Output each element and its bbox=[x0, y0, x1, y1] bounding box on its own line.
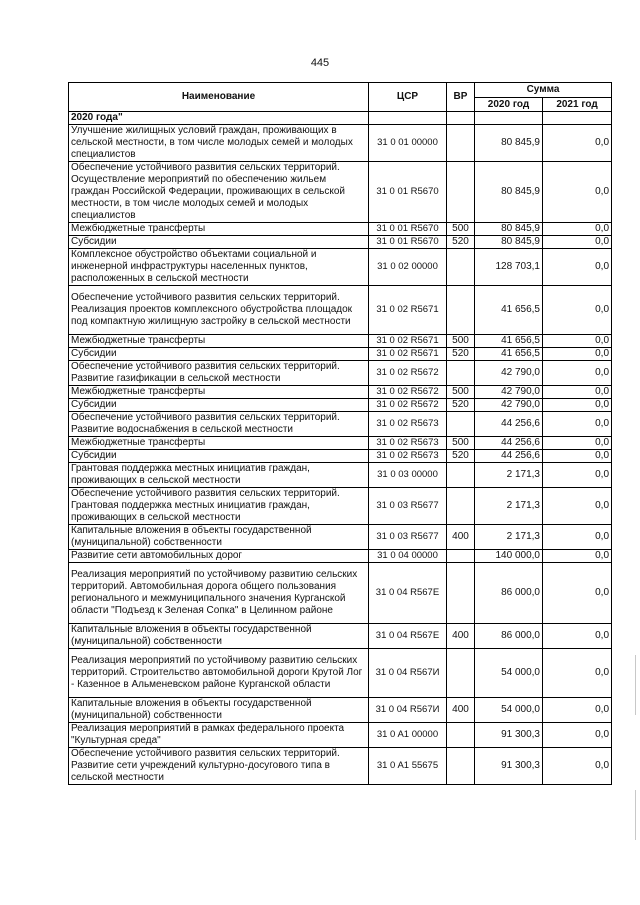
cell-name: Обеспечение устойчивого развития сельских территорий. Развитие водоснабжения в сельской местности bbox=[69, 412, 369, 437]
table-body bbox=[69, 112, 612, 785]
cell-2021: 0,0 bbox=[543, 361, 612, 386]
cell-2020: 42 790,0 bbox=[475, 386, 543, 399]
cell-csr: 31 0 02 R5671 bbox=[369, 335, 447, 348]
cell-vr bbox=[447, 112, 475, 125]
cell-name: 2020 года" bbox=[69, 112, 369, 125]
cell-2021: 0,0 bbox=[543, 624, 612, 649]
cell-vr: 520 bbox=[447, 450, 475, 463]
cell-2020: 42 790,0 bbox=[475, 361, 543, 386]
cell-vr: 400 bbox=[447, 624, 475, 649]
table-row bbox=[69, 450, 612, 463]
cell-2020: 80 845,9 bbox=[475, 162, 543, 223]
cell-vr bbox=[447, 125, 475, 162]
cell-2020: 41 656,5 bbox=[475, 286, 543, 335]
cell-2020: 2 171,3 bbox=[475, 488, 543, 525]
cell-2020: 91 300,3 bbox=[475, 748, 543, 785]
cell-2020: 2 171,3 bbox=[475, 525, 543, 550]
cell-name: Реализация мероприятий в рамках федерального проекта "Культурная среда" bbox=[69, 723, 369, 748]
cell-csr: 31 0 02 R5671 bbox=[369, 286, 447, 335]
cell-2021: 0,0 bbox=[543, 649, 612, 698]
header-year-2021: 2021 год bbox=[543, 98, 612, 112]
cell-csr: 31 0 01 00000 bbox=[369, 125, 447, 162]
cell-name: Развитие сети автомобильных дорог bbox=[69, 550, 369, 563]
table-row bbox=[69, 399, 612, 412]
cell-2021: 0,0 bbox=[543, 698, 612, 723]
cell-2021 bbox=[543, 112, 612, 125]
cell-csr: 31 0 03 R5677 bbox=[369, 525, 447, 550]
cell-2020: 128 703,1 bbox=[475, 249, 543, 286]
cell-vr: 400 bbox=[447, 525, 475, 550]
cell-name: Грантовая поддержка местных инициатив граждан, проживающих в сельской местности bbox=[69, 463, 369, 488]
cell-2020: 91 300,3 bbox=[475, 723, 543, 748]
cell-vr bbox=[447, 649, 475, 698]
cell-2020: 41 656,5 bbox=[475, 335, 543, 348]
cell-csr: 31 0 03 00000 bbox=[369, 463, 447, 488]
cell-name: Субсидии bbox=[69, 236, 369, 249]
cell-vr bbox=[447, 723, 475, 748]
cell-2020: 44 256,6 bbox=[475, 450, 543, 463]
table-row bbox=[69, 412, 612, 437]
cell-2021: 0,0 bbox=[543, 249, 612, 286]
cell-name: Межбюджетные трансферты bbox=[69, 335, 369, 348]
cell-2021: 0,0 bbox=[543, 550, 612, 563]
cell-name: Субсидии bbox=[69, 399, 369, 412]
cell-csr: 31 0 02 00000 bbox=[369, 249, 447, 286]
table-row bbox=[69, 386, 612, 399]
table-row bbox=[69, 649, 612, 698]
cell-name: Обеспечение устойчивого развития сельских территорий. Развитие сети учреждений культурно-досугового типа в сельской местности bbox=[69, 748, 369, 785]
cell-name: Капитальные вложения в объекты государственной (муниципальной) собственности bbox=[69, 624, 369, 649]
cell-vr: 520 bbox=[447, 399, 475, 412]
cell-2021: 0,0 bbox=[543, 386, 612, 399]
cell-2021: 0,0 bbox=[543, 748, 612, 785]
table-row bbox=[69, 550, 612, 563]
cell-vr bbox=[447, 286, 475, 335]
header-year-2020: 2020 год bbox=[475, 98, 543, 112]
cell-2020: 54 000,0 bbox=[475, 649, 543, 698]
cell-name: Межбюджетные трансферты bbox=[69, 223, 369, 236]
cell-vr: 500 bbox=[447, 335, 475, 348]
cell-2021: 0,0 bbox=[543, 125, 612, 162]
cell-vr bbox=[447, 463, 475, 488]
cell-vr bbox=[447, 563, 475, 624]
cell-name: Субсидии bbox=[69, 450, 369, 463]
cell-name: Обеспечение устойчивого развития сельских территорий. Грантовая поддержка местных инициатив граждан, проживающих в сельской местности bbox=[69, 488, 369, 525]
header-row bbox=[69, 83, 612, 98]
cell-vr bbox=[447, 550, 475, 563]
cell-2021: 0,0 bbox=[543, 450, 612, 463]
table-row bbox=[69, 125, 612, 162]
table-row bbox=[69, 335, 612, 348]
table-row bbox=[69, 698, 612, 723]
cell-vr bbox=[447, 488, 475, 525]
header-vr: ВР bbox=[447, 83, 475, 112]
table-row bbox=[69, 437, 612, 450]
cell-name: Реализация мероприятий по устойчивому развитию сельских территорий. Строительство автомобильной дороги Крутой Лог - Казенное в Альменевском районе Курганской области bbox=[69, 649, 369, 698]
cell-csr: 31 0 02 R5672 bbox=[369, 399, 447, 412]
header-csr: ЦСР bbox=[369, 83, 447, 112]
cell-2021: 0,0 bbox=[543, 488, 612, 525]
cell-name: Межбюджетные трансферты bbox=[69, 437, 369, 450]
header-sum: Сумма bbox=[475, 83, 612, 98]
cell-name: Обеспечение устойчивого развития сельских территорий. Развитие газификации в сельской местности bbox=[69, 361, 369, 386]
cell-vr bbox=[447, 162, 475, 223]
cell-csr: 31 0 03 R5677 bbox=[369, 488, 447, 525]
cell-2021: 0,0 bbox=[543, 348, 612, 361]
cell-vr: 500 bbox=[447, 386, 475, 399]
cell-vr: 400 bbox=[447, 698, 475, 723]
cell-csr: 31 0 02 R5672 bbox=[369, 386, 447, 399]
table-row bbox=[69, 723, 612, 748]
cell-2020: 80 845,9 bbox=[475, 223, 543, 236]
page-number: 445 bbox=[310, 57, 330, 69]
cell-2020: 42 790,0 bbox=[475, 399, 543, 412]
table-row bbox=[69, 236, 612, 249]
cell-2021: 0,0 bbox=[543, 563, 612, 624]
table-row bbox=[69, 361, 612, 386]
cell-2021: 0,0 bbox=[543, 223, 612, 236]
cell-csr: 31 0 A1 55675 bbox=[369, 748, 447, 785]
cell-csr: 31 0 04 R567Е bbox=[369, 563, 447, 624]
cell-name: Реализация мероприятий по устойчивому развитию сельских территорий. Автомобильная дорога общего пользования регионального и межмуниципального значения Курганской области "Подъезд к Зеленая Сопка" в Целинном районе bbox=[69, 563, 369, 624]
cell-2020: 2 171,3 bbox=[475, 463, 543, 488]
cell-name: Обеспечение устойчивого развития сельских территорий. Реализация проектов комплексного обустройства площадок под компактную жилищную застройку в сельской местности bbox=[69, 286, 369, 335]
cell-2021: 0,0 bbox=[543, 286, 612, 335]
cell-2020: 80 845,9 bbox=[475, 125, 543, 162]
cell-csr: 31 0 02 R5673 bbox=[369, 450, 447, 463]
cell-csr: 31 0 04 R567И bbox=[369, 698, 447, 723]
cell-csr: 31 0 02 R5672 bbox=[369, 361, 447, 386]
cell-2021: 0,0 bbox=[543, 723, 612, 748]
cell-2020: 140 000,0 bbox=[475, 550, 543, 563]
cell-name: Капитальные вложения в объекты государственной (муниципальной) собственности bbox=[69, 525, 369, 550]
cell-csr: 31 0 01 R5670 bbox=[369, 162, 447, 223]
table-row bbox=[69, 249, 612, 286]
cell-csr: 31 0 04 00000 bbox=[369, 550, 447, 563]
table-row bbox=[69, 162, 612, 223]
cell-2020: 44 256,6 bbox=[475, 412, 543, 437]
cell-2021: 0,0 bbox=[543, 412, 612, 437]
cell-2020: 54 000,0 bbox=[475, 698, 543, 723]
cell-2021: 0,0 bbox=[543, 236, 612, 249]
cell-2021: 0,0 bbox=[543, 335, 612, 348]
cell-csr bbox=[369, 112, 447, 125]
cell-name: Субсидии bbox=[69, 348, 369, 361]
cell-name: Межбюджетные трансферты bbox=[69, 386, 369, 399]
cell-csr: 31 0 01 R5670 bbox=[369, 223, 447, 236]
table-row bbox=[69, 748, 612, 785]
table-row bbox=[69, 563, 612, 624]
scan-edge-mark bbox=[635, 790, 636, 840]
cell-csr: 31 0 02 R5673 bbox=[369, 437, 447, 450]
cell-vr: 500 bbox=[447, 223, 475, 236]
cell-2021: 0,0 bbox=[543, 162, 612, 223]
budget-table bbox=[68, 82, 612, 785]
cell-csr: 31 0 04 R567И bbox=[369, 649, 447, 698]
table-row bbox=[69, 463, 612, 488]
cell-2021: 0,0 bbox=[543, 525, 612, 550]
cell-vr: 520 bbox=[447, 348, 475, 361]
header-name: Наименование bbox=[69, 83, 369, 112]
cell-name: Комплексное обустройство объектами социальной и инженерной инфраструктуры населенных пунктов, расположенных в сельской местности bbox=[69, 249, 369, 286]
cell-2020: 86 000,0 bbox=[475, 624, 543, 649]
table-row bbox=[69, 624, 612, 649]
cell-2021: 0,0 bbox=[543, 463, 612, 488]
cell-2021: 0,0 bbox=[543, 399, 612, 412]
cell-2020 bbox=[475, 112, 543, 125]
cell-csr: 31 0 02 R5671 bbox=[369, 348, 447, 361]
cell-name: Обеспечение устойчивого развития сельских территорий. Осуществление мероприятий по обеспечению жильем граждан Российской Федерации, проживающих в сельской местности, в том числе молодых семей и молодых специалистов bbox=[69, 162, 369, 223]
cell-2021: 0,0 bbox=[543, 437, 612, 450]
table-row bbox=[69, 488, 612, 525]
cell-name: Капитальные вложения в объекты государственной (муниципальной) собственности bbox=[69, 698, 369, 723]
cell-vr: 500 bbox=[447, 437, 475, 450]
scan-edge-mark bbox=[635, 655, 636, 715]
cell-2020: 80 845,9 bbox=[475, 236, 543, 249]
cell-csr: 31 0 A1 00000 bbox=[369, 723, 447, 748]
cell-2020: 44 256,6 bbox=[475, 437, 543, 450]
cell-vr: 520 bbox=[447, 236, 475, 249]
cell-vr bbox=[447, 412, 475, 437]
table-row bbox=[69, 286, 612, 335]
cell-vr bbox=[447, 748, 475, 785]
cell-2020: 86 000,0 bbox=[475, 563, 543, 624]
cell-vr bbox=[447, 249, 475, 286]
cell-2020: 41 656,5 bbox=[475, 348, 543, 361]
cell-csr: 31 0 04 R567Е bbox=[369, 624, 447, 649]
cell-name: Улучшение жилищных условий граждан, проживающих в сельской местности, в том числе молодых семей и молодых специалистов bbox=[69, 125, 369, 162]
table-row bbox=[69, 112, 612, 125]
table-row bbox=[69, 223, 612, 236]
table-row bbox=[69, 348, 612, 361]
table-row bbox=[69, 525, 612, 550]
cell-csr: 31 0 02 R5673 bbox=[369, 412, 447, 437]
cell-vr bbox=[447, 361, 475, 386]
cell-csr: 31 0 01 R5670 bbox=[369, 236, 447, 249]
